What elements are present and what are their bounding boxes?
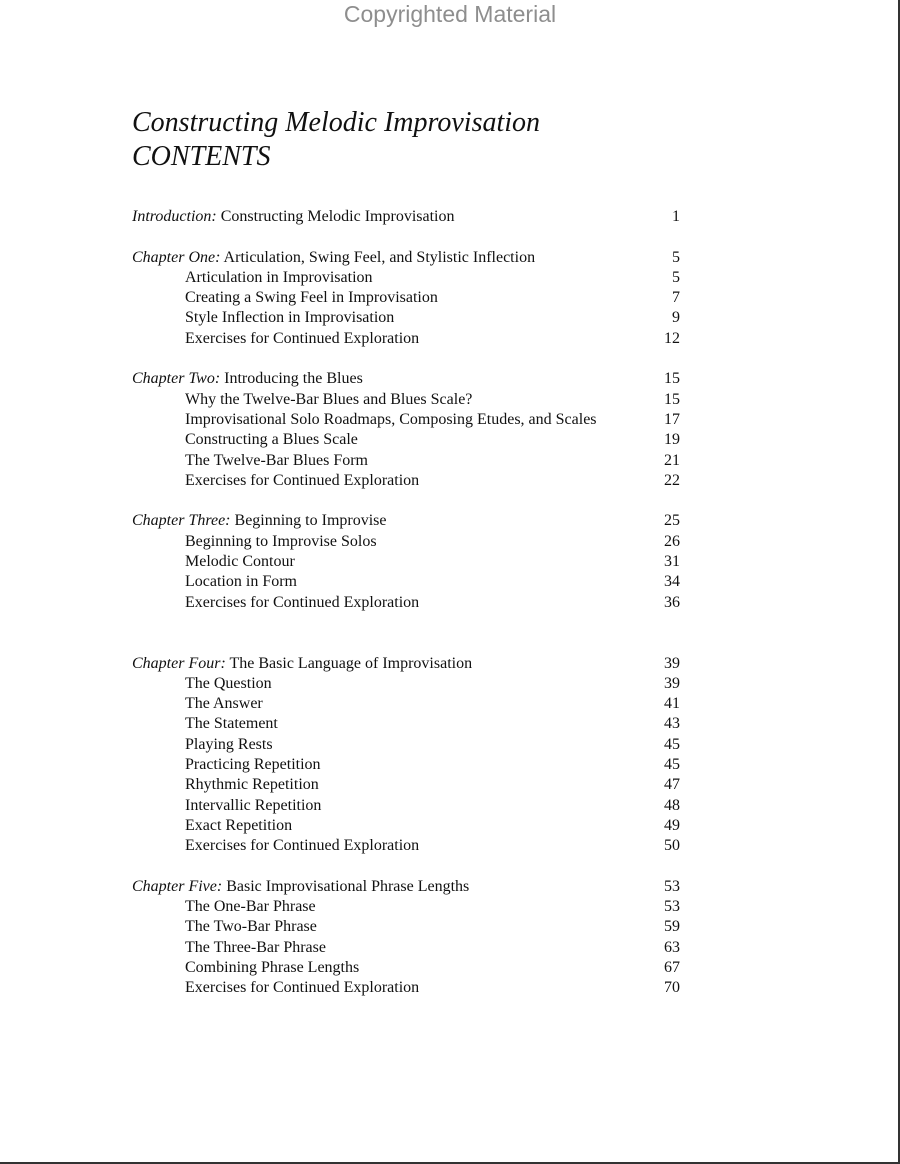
copyright-watermark: Copyrighted Material <box>343 1 557 27</box>
toc-section[interactable] <box>132 451 692 471</box>
toc-section[interactable] <box>132 796 692 816</box>
page-number: 9 <box>672 309 680 327</box>
page-number: 7 <box>672 289 680 307</box>
toc-entry-chapter-two[interactable] <box>132 369 692 389</box>
page-number: 39 <box>664 674 680 692</box>
toc-section[interactable] <box>132 593 692 613</box>
toc-section[interactable] <box>132 897 692 917</box>
toc-entry-introduction[interactable] <box>132 207 692 227</box>
section-title: The Question <box>185 674 272 692</box>
page-number: 53 <box>664 898 680 916</box>
page-number: 31 <box>664 553 680 571</box>
section-title: The Twelve-Bar Blues Form <box>185 451 368 469</box>
toc-section[interactable] <box>132 694 692 714</box>
toc-section[interactable] <box>132 552 692 572</box>
section-title: Articulation in Improvisation <box>185 268 373 286</box>
section-title: Exercises for Continued Exploration <box>185 471 420 489</box>
toc-section[interactable] <box>132 674 692 694</box>
section-title: The One-Bar Phrase <box>185 898 316 916</box>
toc-entry-chapter-five[interactable] <box>132 877 692 897</box>
page-number: 22 <box>664 471 680 489</box>
page-number: 47 <box>664 776 680 794</box>
table-of-contents <box>132 207 692 999</box>
toc-section[interactable] <box>132 410 692 430</box>
page-number: 59 <box>664 918 680 936</box>
entry-prefix: Chapter One: <box>132 248 221 266</box>
contents-heading: CONTENTS <box>132 141 271 172</box>
page-number: 1 <box>672 208 680 225</box>
section-title: Exercises for Continued Exploration <box>185 979 420 997</box>
entry-title: Constructing Melodic Improvisation <box>216 208 455 225</box>
page-number: 5 <box>672 248 680 266</box>
page-number: 39 <box>664 654 680 672</box>
section-title: Playing Rests <box>185 735 273 753</box>
section-title: Why the Twelve-Bar Blues and Blues Scale? <box>185 390 473 408</box>
section-title: Exercises for Continued Exploration <box>185 593 420 611</box>
entry-prefix: Introduction: <box>132 208 217 225</box>
toc-section[interactable] <box>132 268 692 288</box>
toc-section[interactable] <box>132 572 692 592</box>
entry-prefix: Chapter Five: <box>132 877 223 895</box>
page-number: 63 <box>664 938 680 956</box>
section-title: Combining Phrase Lengths <box>185 958 360 976</box>
section-title: Style Inflection in Improvisation <box>185 309 395 327</box>
page-number: 26 <box>664 532 680 550</box>
toc-section[interactable] <box>132 532 692 552</box>
section-title: Rhythmic Repetition <box>185 776 319 794</box>
page-number: 41 <box>664 695 680 713</box>
section-title: The Answer <box>185 695 263 713</box>
section-title: Improvisational Solo Roadmaps, Composing Etudes, and Scales <box>185 410 597 428</box>
section-title: Exercises for Continued Exploration <box>185 329 420 347</box>
entry-title: The Basic Language of Improvisation <box>225 654 473 672</box>
page-number: 12 <box>664 329 680 347</box>
book-title: Constructing Melodic Improvisation <box>132 107 541 138</box>
toc-section[interactable] <box>132 308 692 328</box>
page-number: 45 <box>664 735 680 753</box>
entry-title: Introducing the Blues <box>220 370 363 388</box>
entry-prefix: Chapter Two: <box>132 370 221 388</box>
page-number: 53 <box>664 877 680 895</box>
page-number: 21 <box>664 451 680 469</box>
toc-section[interactable] <box>132 836 692 856</box>
toc-section[interactable] <box>132 714 692 734</box>
page-number: 48 <box>664 796 680 814</box>
page-number: 45 <box>664 756 680 774</box>
section-title: Location in Form <box>185 573 297 591</box>
section-title: The Three-Bar Phrase <box>185 938 326 956</box>
entry-prefix: Chapter Four: <box>132 654 226 672</box>
section-title: Practicing Repetition <box>185 756 321 774</box>
toc-section[interactable] <box>132 390 692 410</box>
toc-entry-chapter-three[interactable] <box>132 511 692 531</box>
toc-section[interactable] <box>132 288 692 308</box>
page-number: 15 <box>664 370 680 388</box>
section-title: Beginning to Improvise Solos <box>185 532 377 550</box>
page-number: 36 <box>664 593 680 611</box>
page-number: 34 <box>664 573 680 591</box>
toc-section[interactable] <box>132 917 692 937</box>
page-number: 43 <box>664 715 680 733</box>
page-number: 19 <box>664 431 680 449</box>
section-title: Melodic Contour <box>185 553 295 571</box>
toc-section[interactable] <box>132 958 692 978</box>
toc-section[interactable] <box>132 816 692 836</box>
entry-title: Beginning to Improvise <box>230 512 387 530</box>
page-number: 49 <box>664 816 680 834</box>
toc-section[interactable] <box>132 775 692 795</box>
toc-section[interactable] <box>132 430 692 450</box>
page-number: 67 <box>664 958 680 976</box>
toc-section[interactable] <box>132 978 692 998</box>
section-title: Exercises for Continued Exploration <box>185 837 420 855</box>
entry-title: Articulation, Swing Feel, and Stylistic Inflection <box>220 248 536 266</box>
entry-title: Basic Improvisational Phrase Lengths <box>222 877 470 895</box>
toc-entry-chapter-one[interactable] <box>132 248 692 268</box>
page-number: 50 <box>664 837 680 855</box>
page-title <box>132 106 540 174</box>
toc-section[interactable] <box>132 329 692 349</box>
section-title: Exact Repetition <box>185 816 293 834</box>
toc-section[interactable] <box>132 471 692 491</box>
section-title: Constructing a Blues Scale <box>185 431 358 449</box>
toc-entry-chapter-four[interactable] <box>132 654 692 674</box>
toc-section[interactable] <box>132 735 692 755</box>
page-number: 5 <box>672 268 680 286</box>
section-title: Intervallic Repetition <box>185 796 322 814</box>
page-number: 15 <box>664 390 680 408</box>
section-title: Creating a Swing Feel in Improvisation <box>185 289 438 307</box>
page-number: 70 <box>664 979 680 997</box>
section-title: The Statement <box>185 715 278 733</box>
page-number: 17 <box>664 410 680 428</box>
entry-prefix: Chapter Three: <box>132 512 231 530</box>
toc-section[interactable] <box>132 755 692 775</box>
page-number: 25 <box>664 512 680 530</box>
toc-section[interactable] <box>132 938 692 958</box>
section-title: The Two-Bar Phrase <box>185 918 317 936</box>
